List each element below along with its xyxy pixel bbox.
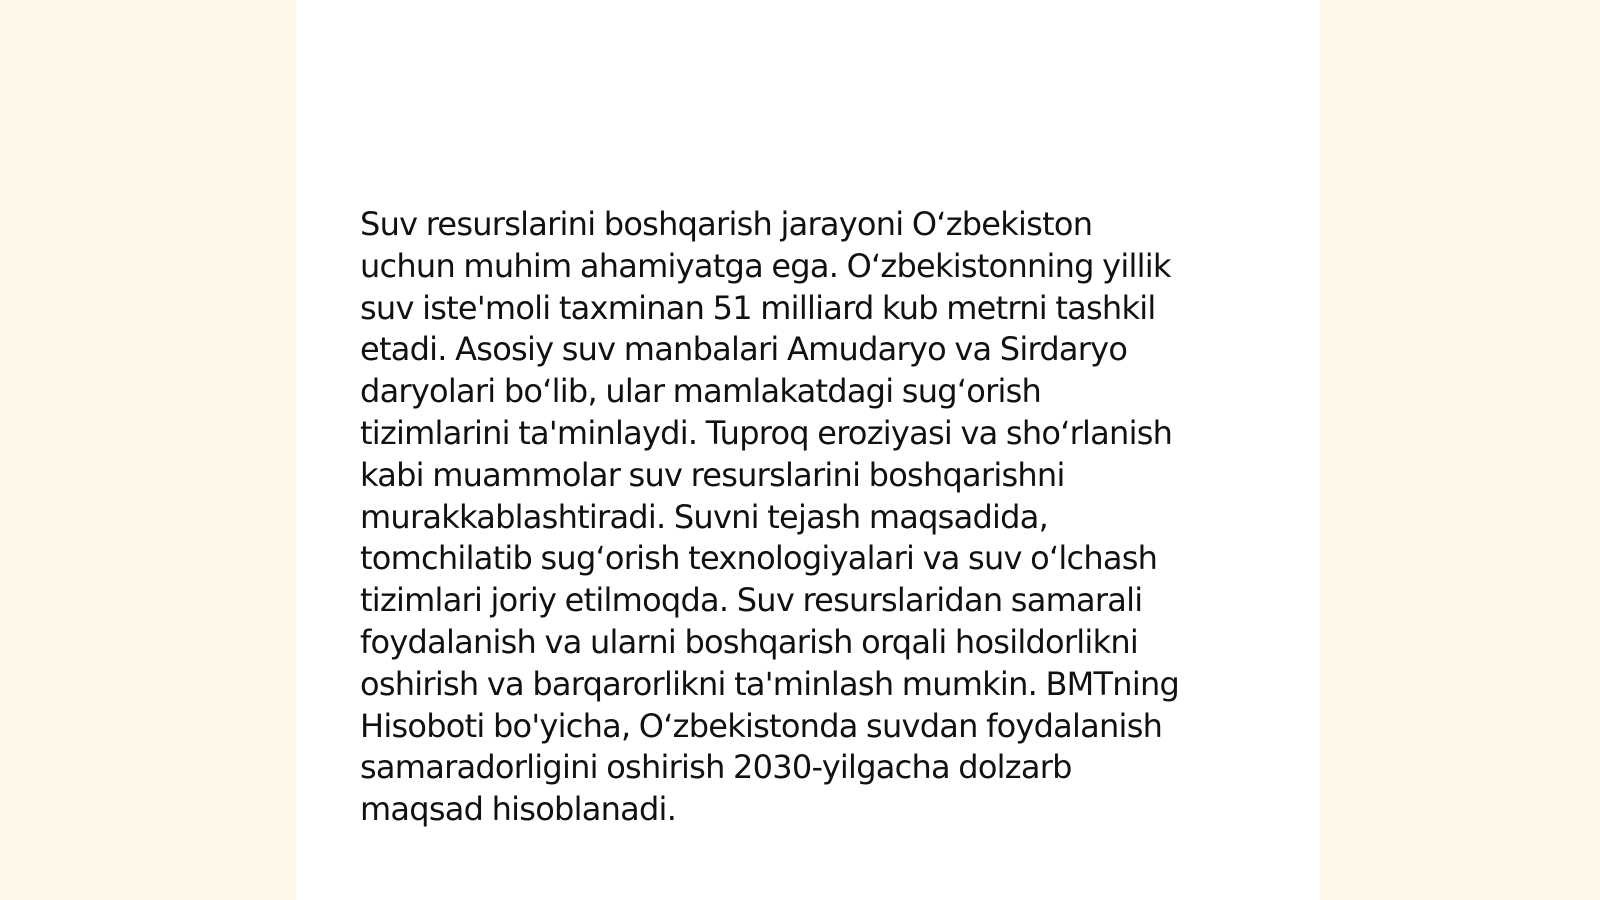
paragraph-line: tizimlarini ta'minlaydi. Tuproq eroziyasi va sho‘rlanish (360, 413, 1173, 452)
paragraph-line: Hisoboti bo'yicha, O‘zbekistonda suvdan foydalanish (360, 706, 1163, 745)
paragraph-line: tizimlari joriy etilmoqda. Suv resurslaridan samarali (360, 581, 1143, 620)
paragraph-line: maqsad hisoblanadi. (360, 790, 677, 829)
paragraph-line: samaradorligini oshirish 2030-yilgacha dolzarb (360, 748, 1072, 787)
paragraph-line: foydalanish va ularni boshqarish orqali hosildorlikni (360, 622, 1139, 661)
paragraph-line: murakkablashtiradi. Suvni tejash maqsadida, (360, 497, 1048, 536)
paragraph-line: kabi muammolar suv resurslarini boshqarishni (360, 455, 1065, 494)
body-paragraph (360, 204, 1260, 831)
paragraph-line: tomchilatib sug‘orish texnologiyalari va suv o‘lchash (360, 539, 1158, 578)
paragraph-line: Suv resurslarini boshqarish jarayoni O‘zbekiston (360, 205, 1093, 243)
paragraph-line: etadi. Asosiy suv manbalari Amudaryo va Sirdaryo (360, 330, 1128, 369)
paragraph-line: uchun muhim ahamiyatga ega. O‘zbekistonning yillik (360, 246, 1171, 285)
paragraph-line: oshirish va barqarorlikni ta'minlash mumkin. BMTning (360, 664, 1180, 703)
document-page (296, 0, 1320, 900)
paragraph-line: daryolari bo‘lib, ular mamlakatdagi sug‘orish (360, 372, 1042, 411)
paragraph-line: suv iste'moli taxminan 51 milliard kub metrni tashkil (360, 288, 1156, 327)
